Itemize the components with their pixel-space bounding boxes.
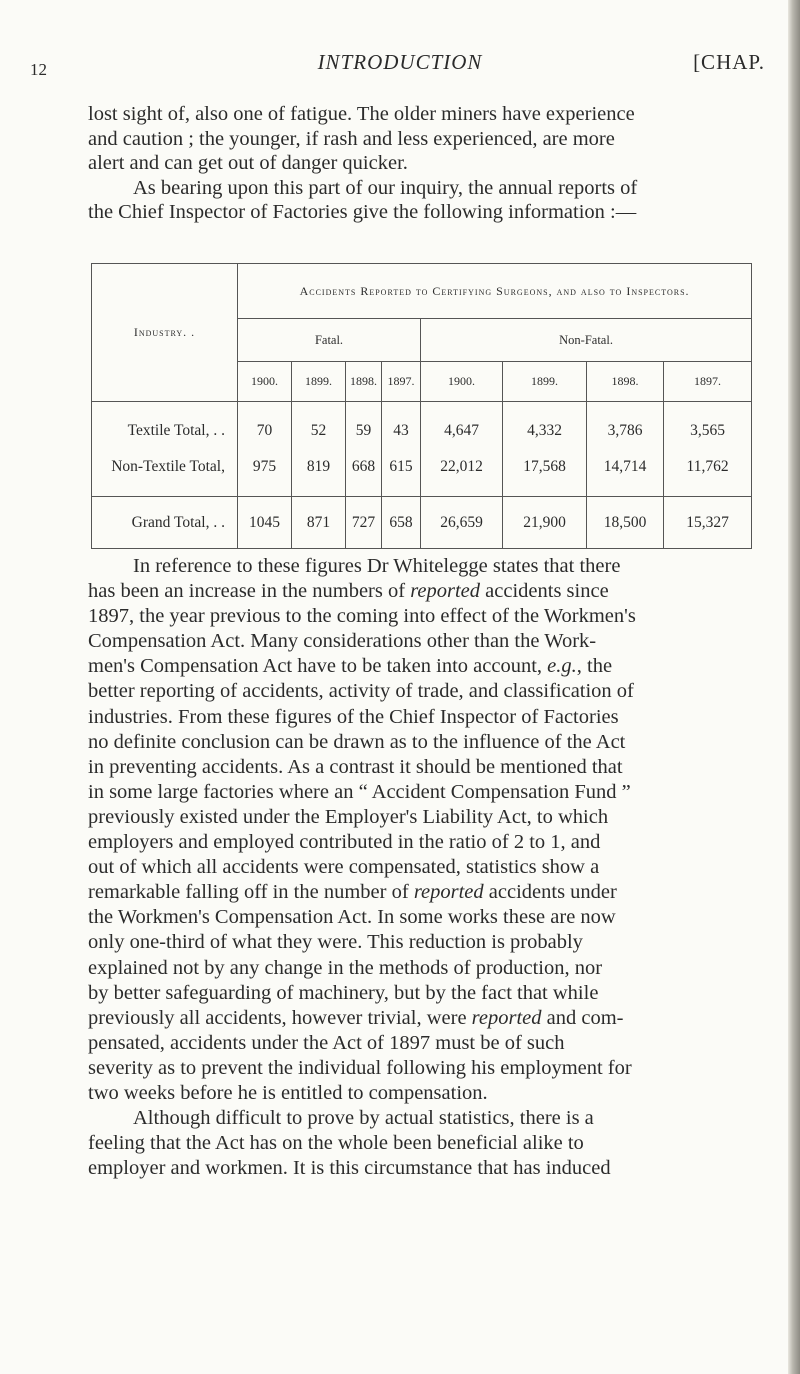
text-line: better reporting of accidents, activity of trade, and classification of <box>88 680 634 703</box>
data-cell: 21,900 <box>503 497 587 549</box>
data-cell: 3,786 14,714 <box>587 402 664 497</box>
data-cell: 3,565 11,762 <box>664 402 752 497</box>
row-labels <box>92 402 238 497</box>
text-line: in some large factories where an “ Accident Compensation Fund ” <box>88 780 631 803</box>
chapter-mark: [CHAP. <box>693 50 765 74</box>
year-header: 1900. <box>238 362 292 402</box>
text-line: men's Compensation Act have to be taken into account, e.g., the <box>88 655 613 678</box>
text-line: employers and employed contributed in the ratio of 2 to 1, and <box>88 831 601 854</box>
text-line: industries. From these figures of the Chief Inspector of Factories <box>88 705 619 728</box>
data-cell: 4,332 17,568 <box>503 402 587 497</box>
text-line: by better safeguarding of machinery, but by the fact that while <box>88 981 599 1004</box>
text-line: no definite conclusion can be drawn as to the influence of the Act <box>88 730 626 753</box>
text-line: Although difficult to prove by actual statistics, there is a <box>133 1107 594 1130</box>
text-line: has been an increase in the numbers of reported accidents since <box>88 580 609 603</box>
data-cell: 26,659 <box>421 497 503 549</box>
text-line: explained not by any change in the methods of production, nor <box>88 956 603 979</box>
text-line: out of which all accidents were compensated, statistics show a <box>88 856 600 879</box>
data-cell: 1045 <box>238 497 292 549</box>
data-cell: 70 975 <box>238 402 292 497</box>
row-label-nontextile: Non-Textile Total, <box>111 458 225 475</box>
text-line: alert and can get out of danger quicker. <box>88 152 408 174</box>
group-header: Accidents Reported to Certifying Surgeons, and also to Inspectors. <box>238 264 752 319</box>
text-line: the Chief Inspector of Factories give the following information :— <box>88 201 637 223</box>
data-cell: 4,647 22,012 <box>421 402 503 497</box>
data-cell: 15,327 <box>664 497 752 549</box>
nonfatal-header: Non-Fatal. <box>421 319 752 362</box>
text-line: remarkable falling off in the number of reported accidents under <box>88 881 617 904</box>
text-line: feeling that the Act has on the whole been beneficial alike to <box>88 1132 584 1155</box>
text-line: two weeks before he is entitled to compensation. <box>88 1081 488 1104</box>
fatal-header: Fatal. <box>238 319 421 362</box>
text-line: Compensation Act. Many considerations other than the Work- <box>88 630 597 653</box>
data-cell: 871 <box>292 497 346 549</box>
year-header: 1898. <box>587 362 664 402</box>
text-line: previously all accidents, however trivial, were reported and com- <box>88 1006 624 1029</box>
accidents-table <box>91 263 752 549</box>
text-line: previously existed under the Employer's Liability Act, to which <box>88 805 609 828</box>
data-cell: 59 668 <box>346 402 382 497</box>
row-label-grand-total: Grand Total, . . <box>92 497 238 549</box>
text-line: employer and workmen. It is this circumstance that has induced <box>88 1157 611 1180</box>
text-line: in preventing accidents. As a contrast it should be mentioned that <box>88 755 623 778</box>
running-head <box>30 50 770 84</box>
year-header: 1899. <box>292 362 346 402</box>
year-header: 1899. <box>503 362 587 402</box>
data-cell: 52 819 <box>292 402 346 497</box>
text-line: the Workmen's Compensation Act. In some works these are now <box>88 906 616 929</box>
data-cell: 727 <box>346 497 382 549</box>
year-header: 1898. <box>346 362 382 402</box>
industry-header: Industry. . <box>92 264 238 402</box>
page-edge-shadow <box>788 0 800 1374</box>
page-number: 12 <box>30 60 47 79</box>
year-header: 1900. <box>421 362 503 402</box>
text-line: In reference to these figures Dr Whitelegge states that there <box>133 555 621 577</box>
year-header: 1897. <box>664 362 752 402</box>
year-header: 1897. <box>382 362 421 402</box>
text-line: As bearing upon this part of our inquiry, the annual reports of <box>133 176 638 199</box>
text-line: severity as to prevent the individual following his employment for <box>88 1056 632 1079</box>
row-label-textile: Textile Total, . . <box>127 422 225 439</box>
running-title: INTRODUCTION <box>317 50 483 74</box>
text-line: and caution ; the younger, if rash and less experienced, are more <box>88 127 615 150</box>
text-line: 1897, the year previous to the coming into effect of the Workmen's <box>88 605 636 628</box>
data-cell: 43 615 <box>382 402 421 497</box>
text-line: only one-third of what they were. This reduction is probably <box>88 931 583 954</box>
text-line: pensated, accidents under the Act of 1897 must be of such <box>88 1031 565 1054</box>
paragraph-discussion <box>88 554 763 1181</box>
text-line: lost sight of, also one of fatigue. The older miners have experience <box>88 103 635 125</box>
paragraph-intro <box>88 102 763 225</box>
data-cell: 18,500 <box>587 497 664 549</box>
data-cell: 658 <box>382 497 421 549</box>
